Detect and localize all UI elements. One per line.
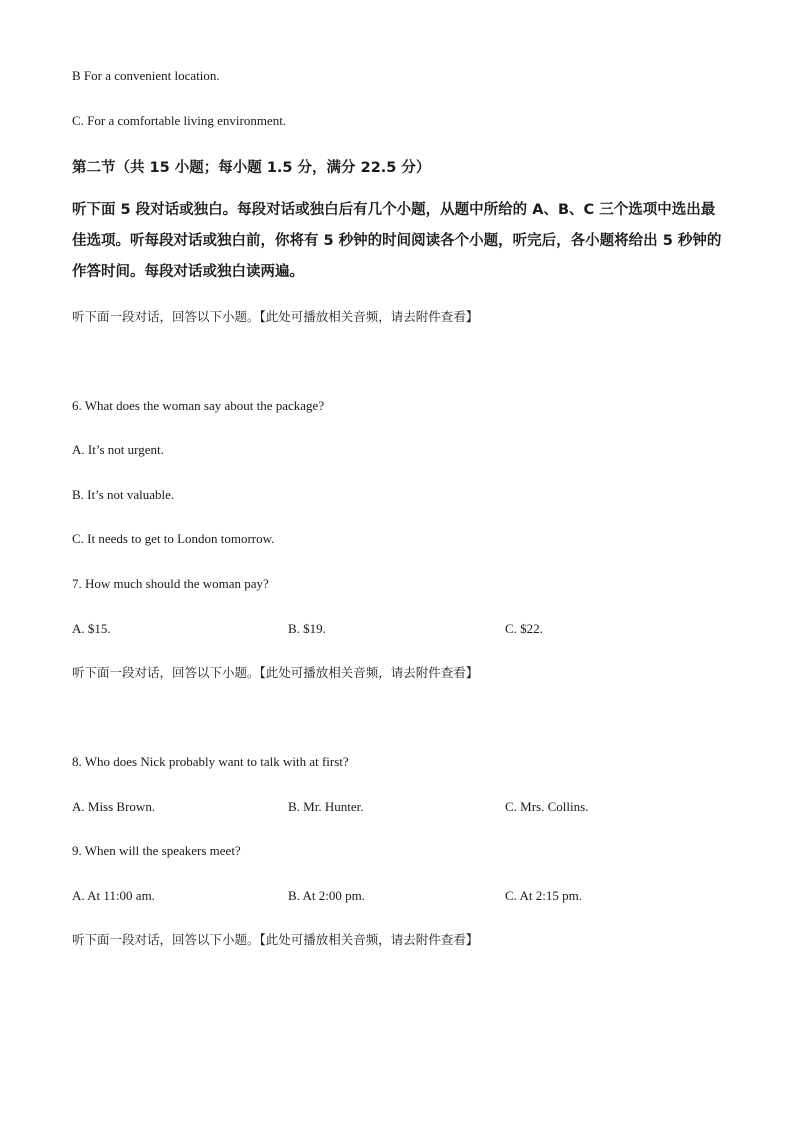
question-7-option-c: C. $22. <box>505 621 543 636</box>
prev-option-c: C. For a comfortable living environment. <box>72 113 287 128</box>
question-7: 7. How much should the woman pay? <box>72 576 269 591</box>
question-9-option-a: A. At 11:00 am. <box>72 888 155 903</box>
prev-option-b: B For a convenient location. <box>72 68 220 83</box>
question-8-option-a: A. Miss Brown. <box>72 799 156 814</box>
section-heading: 第二节（共 15 小题；每小题 1.5 分，满分 22.5 分） <box>72 160 431 176</box>
audio-prompt: 听下面一段对话，回答以下小题。【此处可播放相关音频，请去附件查看】 <box>72 665 479 680</box>
question-7-option-a: A. $15. <box>72 621 111 636</box>
question-6-option-c: C. It needs to get to London tomorrow. <box>72 531 275 546</box>
question-8-option-b: B. Mr. Hunter. <box>288 799 364 814</box>
question-9-option-c: C. At 2:15 pm. <box>505 888 582 903</box>
audio-prompt: 听下面一段对话，回答以下小题。【此处可播放相关音频，请去附件查看】 <box>72 932 479 947</box>
question-7-option-b: B. $19. <box>288 621 326 636</box>
question-9-option-b: B. At 2:00 pm. <box>288 888 365 903</box>
question-6-option-b: B. It’s not valuable. <box>72 487 175 502</box>
question-6: 6. What does the woman say about the package? <box>72 398 325 413</box>
question-9: 9. When will the speakers meet? <box>72 843 241 858</box>
section-instructions: 听下面 5 段对话或独白。每段对话或独白后有几个小题，从题中所给的 A、B、C 三个选项中选出最佳选项。听每段对话或独白前，你将有 5 秒钟的时间阅读各个小题，听完后，各小题将给出 5 秒钟的作答时间。每段对话或独白读两遍。 <box>72 202 722 280</box>
audio-prompt: 听下面一段对话，回答以下小题。【此处可播放相关音频，请去附件查看】 <box>72 309 479 324</box>
question-6-option-a: A. It’s not urgent. <box>72 442 164 457</box>
question-8: 8. Who does Nick probably want to talk with at first? <box>72 754 349 769</box>
question-8-option-c: C. Mrs. Collins. <box>505 799 589 814</box>
